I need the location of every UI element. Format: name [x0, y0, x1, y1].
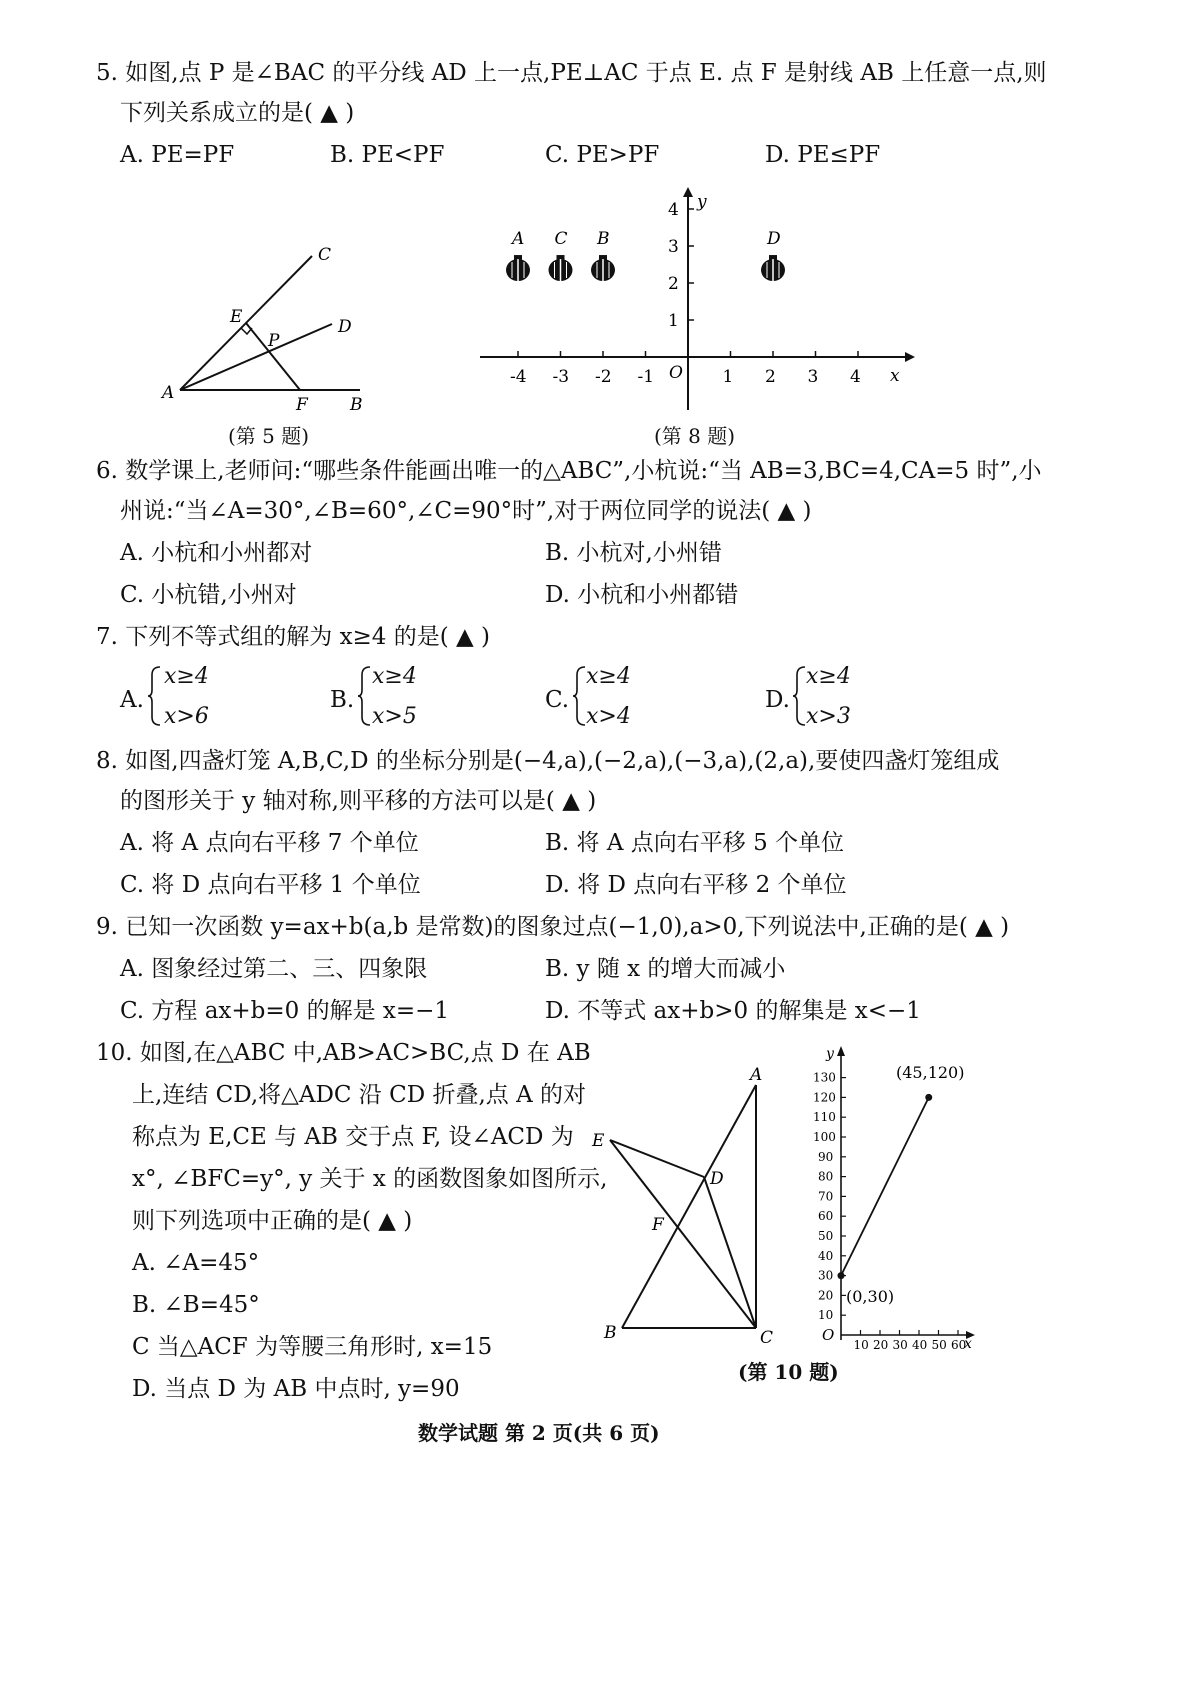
tri-label-a: A — [750, 1065, 763, 1085]
graph-x-tick-label: 50 — [931, 1338, 947, 1350]
q10-caption: (第 10 题) — [738, 1360, 839, 1384]
label-e: E — [230, 307, 243, 327]
right-angle-mark — [241, 328, 252, 334]
graph-y-tick-label: 40 — [818, 1248, 834, 1263]
q5-figure — [150, 230, 390, 420]
graph-y-tick-label: 20 — [818, 1288, 834, 1303]
graph-y-tick-label: 80 — [818, 1169, 834, 1184]
tri-label-e: E — [592, 1131, 605, 1151]
q7-option-d-letter: D. — [765, 687, 790, 713]
label-a: A — [162, 383, 175, 403]
segment-ba — [622, 1085, 756, 1328]
axis-y-label: y — [697, 192, 707, 212]
q10-line3: 称点为 E,CE 与 AB 交于点 F, 设∠ACD 为 — [132, 1124, 574, 1150]
q5-option-b: B. PE<PF — [330, 142, 445, 168]
point2-label: (45,120) — [896, 1063, 965, 1082]
q5-line1: 5. 如图,点 P 是∠BAC 的平分线 AD 上一点,PE⊥AC 于点 E. 点 F 是射线 AB 上任意一点,则 — [96, 60, 1047, 86]
lantern-label: B — [597, 229, 610, 250]
page-footer: 数学试题 第 2 页(共 6 页) — [418, 1421, 660, 1445]
q7-option-b-bottom: x>5 — [372, 704, 417, 729]
graph-y-tick-label: 120 — [813, 1090, 836, 1105]
graph-x-label: x — [964, 1336, 972, 1350]
y-tick-label: 3 — [668, 237, 679, 257]
q5-option-d: D. PE≤PF — [765, 142, 881, 168]
q9-option-d: D. 不等式 ax+b>0 的解集是 x<−1 — [545, 998, 921, 1024]
q8-caption: (第 8 题) — [654, 424, 736, 448]
axis-ticks — [510, 200, 861, 387]
graph-x-tick-label: 60 — [951, 1338, 967, 1350]
lantern-label: C — [554, 229, 568, 250]
lantern-a — [506, 229, 530, 281]
graph-y-tick-label: 10 — [818, 1308, 834, 1323]
lantern-c — [549, 229, 573, 281]
q7-option-c-bottom: x>4 — [586, 704, 631, 729]
q10-option-b: B. ∠B=45° — [132, 1292, 260, 1318]
q7-option-a-bottom: x>6 — [164, 704, 209, 729]
q10-option-c: C 当△ACF 为等腰三角形时, x=15 — [132, 1334, 493, 1360]
q8-option-b: B. 将 A 点向右平移 5 个单位 — [545, 830, 845, 856]
q7-option-d-top: x≥4 — [806, 664, 851, 689]
q10-graph-figure — [800, 1040, 980, 1350]
tri-label-d: D — [710, 1169, 724, 1189]
q10-line4: x°, ∠BFC=y°, y 关于 x 的函数图象如图所示, — [132, 1166, 608, 1192]
lanterns — [506, 229, 785, 281]
q10-line2: 上,连结 CD,将△ADC 沿 CD 折叠,点 A 的对 — [132, 1082, 587, 1108]
q8-option-a: A. 将 A 点向右平移 7 个单位 — [120, 830, 419, 856]
q5-line2: 下列关系成立的是( ▲ ) — [120, 100, 355, 126]
x-tick-label: 2 — [765, 367, 776, 387]
graph-y-tick-label: 30 — [818, 1268, 834, 1283]
q10-triangle-figure — [580, 1060, 790, 1350]
q6-option-c: C. 小杭错,小州对 — [120, 582, 297, 608]
label-b: B — [350, 395, 363, 415]
graph-x-tick-label: 40 — [912, 1338, 928, 1350]
axis-x-label: x — [890, 366, 900, 386]
q6-line1: 6. 数学课上,老师问:“哪些条件能画出唯一的△ABC”,小杭说:“当 AB=3,BC=4,CA=5 时”,小 — [96, 458, 1042, 484]
graph-y-tick-label: 50 — [818, 1229, 834, 1243]
x-axis-arrow — [905, 352, 915, 362]
graph-y-tick-label: 130 — [813, 1070, 836, 1085]
q8-line1: 8. 如图,四盏灯笼 A,B,C,D 的坐标分别是(−4,a),(−2,a),(−3,a),(2,a),要使四盏灯笼组成 — [96, 748, 1000, 774]
q5-option-a: A. PE=PF — [120, 142, 235, 168]
y-tick-label: 2 — [668, 274, 679, 294]
q7-option-b-letter: B. — [330, 687, 355, 713]
x-tick-label: -1 — [637, 367, 655, 387]
origin-label: O — [669, 363, 683, 383]
q8-figure — [475, 185, 915, 415]
q10-option-a: A. ∠A=45° — [132, 1250, 260, 1276]
label-c: C — [318, 245, 332, 265]
x-tick-label: 1 — [722, 367, 734, 387]
label-f: F — [296, 395, 308, 415]
graph-ticks — [813, 1071, 966, 1350]
q7-option-d-bottom: x>3 — [806, 704, 851, 729]
q6-option-a: A. 小杭和小州都对 — [120, 540, 313, 566]
q7-option-a-letter: A. — [120, 687, 144, 713]
q5-option-c: C. PE>PF — [545, 142, 660, 168]
graph-y-tick-label: 60 — [818, 1209, 834, 1224]
q9-option-b: B. y 随 x 的增大而减小 — [545, 956, 786, 982]
lantern-label: A — [512, 229, 525, 250]
q10-option-d: D. 当点 D 为 AB 中点时, y=90 — [132, 1376, 460, 1402]
q10-line1: 10. 如图,在△ABC 中,AB>AC>BC,点 D 在 AB — [96, 1040, 591, 1066]
x-tick-label: -2 — [595, 367, 612, 387]
point-0-30 — [838, 1272, 845, 1279]
x-tick-label: -4 — [510, 367, 527, 387]
label-p: P — [268, 331, 280, 351]
graph-y-tick-label: 110 — [813, 1110, 836, 1125]
tri-label-c: C — [760, 1328, 774, 1348]
q7-option-a-top: x≥4 — [164, 664, 209, 689]
lantern-label: D — [767, 229, 781, 250]
label-d: D — [338, 317, 352, 337]
q8-option-c: C. 将 D 点向右平移 1 个单位 — [120, 872, 421, 898]
point-45-120 — [925, 1094, 932, 1101]
q7-option-c-top: x≥4 — [586, 664, 631, 689]
graph-y-tick-label: 100 — [813, 1130, 836, 1144]
q7-option-b-top: x≥4 — [372, 664, 417, 689]
q10-line5: 则下列选项中正确的是( ▲ ) — [132, 1208, 413, 1234]
segment-dc — [704, 1177, 756, 1328]
q7-line1: 7. 下列不等式组的解为 x≥4 的是( ▲ ) — [96, 624, 491, 650]
graph-y-arrow — [837, 1046, 845, 1056]
graph-x-tick-label: 10 — [853, 1338, 869, 1350]
q9-option-a: A. 图象经过第二、三、四象限 — [120, 956, 428, 982]
graph-x-tick-label: 20 — [873, 1338, 889, 1350]
graph-y-label: y — [826, 1046, 834, 1062]
tri-label-b: B — [604, 1323, 617, 1343]
function-line — [841, 1097, 929, 1275]
q5-caption: (第 5 题) — [228, 424, 310, 448]
y-tick-label: 1 — [668, 311, 679, 331]
y-axis-arrow — [683, 187, 693, 197]
q6-option-b: B. 小杭对,小州错 — [545, 540, 722, 566]
y-tick-label: 4 — [668, 200, 679, 220]
x-tick-label: 3 — [807, 367, 819, 387]
q8-option-d: D. 将 D 点向右平移 2 个单位 — [545, 872, 847, 898]
q6-line2: 州说:“当∠A=30°,∠B=60°,∠C=90°时”,对于两位同学的说法( ▲ ) — [120, 498, 812, 524]
tri-label-f: F — [652, 1215, 664, 1235]
graph-x-tick-label: 30 — [892, 1338, 908, 1350]
q8-line2: 的图形关于 y 轴对称,则平移的方法可以是( ▲ ) — [120, 788, 597, 814]
point1-label: (0,30) — [846, 1287, 895, 1306]
q6-option-d: D. 小杭和小州都错 — [545, 582, 739, 608]
graph-y-tick-label: 90 — [818, 1149, 834, 1164]
q9-line1: 9. 已知一次函数 y=ax+b(a,b 是常数)的图象过点(−1,0),a>0,下列说法中,正确的是( ▲ ) — [96, 914, 1010, 940]
lantern-b — [591, 229, 615, 281]
x-tick-label: 4 — [850, 367, 861, 387]
graph-y-tick-label: 70 — [818, 1189, 834, 1204]
lantern-d — [761, 229, 785, 281]
x-tick-label: -3 — [552, 367, 570, 387]
q9-option-c: C. 方程 ax+b=0 的解是 x=−1 — [120, 998, 450, 1024]
q7-option-c-letter: C. — [545, 687, 570, 713]
graph-origin-label: O — [822, 1326, 835, 1344]
q7-brace-a — [148, 665, 164, 727]
